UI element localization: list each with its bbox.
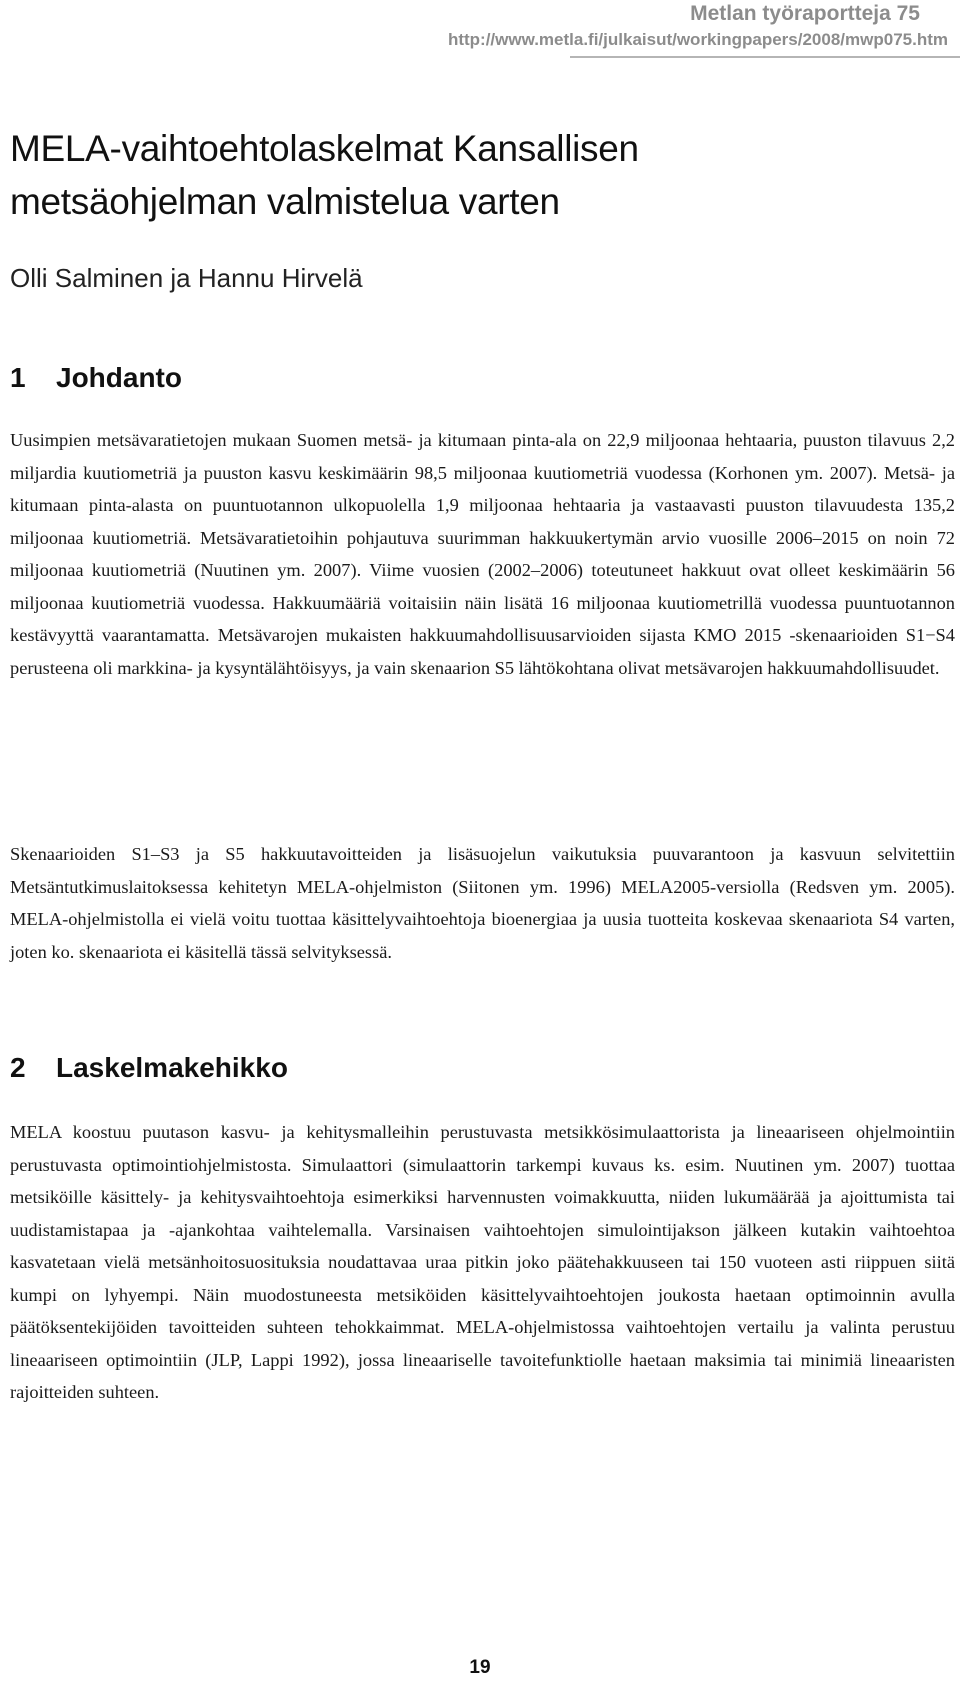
paragraph-johdanto-1: Uusimpien metsävaratietojen mukaan Suomen metsä- ja kitumaan pinta-ala on 22,9 miljoonaa hehtaaria, puuston tilavuus 2,2 miljardia kuutiometriä ja puuston kasvu keskimäärin 98,5 miljoonaa kuutiometriä vuodessa (Korhonen ym. 2007). Metsä- ja kitumaan pinta-alasta on puuntuotannon ulkopuolella 1,9 miljoonaa hehtaaria ja vastaavasti puuston tilavuudesta 135,2 miljoonaa kuutiometriä. Metsävaratietoihin pohjautuva suurimman hakkuukertymän arvio vuosille 2006–2015 on noin 72 miljoonaa kuutiometriä (Nuutinen ym. 2007). Viime vuosien (2002–2006) toteutuneet hakkuut ovat olleet keskimäärin 56 miljoonaa kuutiometriä vuodessa. Hakkuumääriä voitaisiin näin lisätä 16 miljoonaa kuutiometrillä vuodessa puuntuotannon kestävyyttä vaarantamatta. Metsävarojen mukaisten hakkuumahdollisuusarvioiden sijasta KMO 2015 -skenaarioiden S1−S4 perusteena oli markkina- ja kysyntälähtöisyys, ja vain skenaarion S5 lähtökohtana olivat metsävarojen hakkuumahdollisuudet. (10, 430, 955, 678)
section-heading-laskelmakehikko (10, 1051, 288, 1085)
page-number: 19 (469, 1657, 491, 1678)
running-header (448, 0, 948, 52)
series-url[interactable]: http://www.metla.fi/julkaisut/workingpapers/2008/mwp075.htm (447, 30, 948, 49)
paper-title-line-2: metsäohjelman valmistelua varten (10, 181, 560, 222)
authors: Olli Salminen ja Hannu Hirvelä (10, 263, 363, 293)
paper-title-line-1: MELA-vaihtoehtolaskelmat Kansallisen (10, 128, 639, 169)
section-title: Laskelmakehikko (56, 1052, 288, 1083)
section-heading-johdanto (10, 361, 182, 395)
section-number: 2 (10, 1052, 26, 1083)
paragraph-laskelmakehikko-1: MELA koostuu puutason kasvu- ja kehitysmalleihin perustuvasta metsikkösimulaattorista ja lineaariseen ohjelmointiin perustuvasta optimointiohjelmistosta. Simulaattori (simulaattorin tarkempi kuvaus ks. esim. Nuutinen ym. 2007) tuottaa metsiköille käsittely- ja kehitysvaihtoehtoja esimerkiksi harvennusten voimakkuutta, niiden lukumäärää ja ajoittumista tai uudistamistapaa ja -ajankohtaa vaihtelemalla. Varsinaisen vaihtoehtojen simulointijakson jälkeen kutakin vaihtoehtoa kasvatetaan vielä metsänhoitosuosituksia noudattavaa uraa pitkin joko päätehakkuuseen tai 150 vuoteen asti riippuen siitä kumpi on lyhyempi. Näin muodostuneesta metsiköiden käsittelyvaihtoehtojen joukosta haetaan optimoinnin avulla päätöksentekijöiden tavoitteiden suhteen tehokkaimmat. MELA-ohjelmistossa vaihtoehtojen vertailu ja valinta perustuu lineaariseen optimointiin (JLP, Lappi 1992), jossa lineaariselle tavoitefunktiolle haetaan maksimia tai minimiä lineaaristen rajoitteiden suhteen. (10, 1122, 955, 1402)
paragraph-johdanto-2: Skenaarioiden S1–S3 ja S5 hakkuutavoitteiden ja lisäsuojelun vaikutuksia puuvarantoon ja kasvuun selvitettiin Metsäntutkimuslaitoksessa kehitetyn MELA-ohjelmiston (Siitonen ym. 1996) MELA2005-versiolla (Redsven ym. 2005). MELA-ohjelmistolla ei vielä voitu tuottaa käsittelyvaihtoehtoja bioenergiaa ja uusia tuotteita koskevaa skenaariota S4 varten, joten ko. skenaariota ei käsitellä tässä selvityksessä. (10, 844, 955, 962)
paper-title (10, 122, 639, 228)
series-title: Metlan työraportteja 75 (690, 2, 920, 25)
section-number: 1 (10, 362, 26, 393)
section-title: Johdanto (56, 362, 182, 393)
header-divider (570, 56, 960, 58)
